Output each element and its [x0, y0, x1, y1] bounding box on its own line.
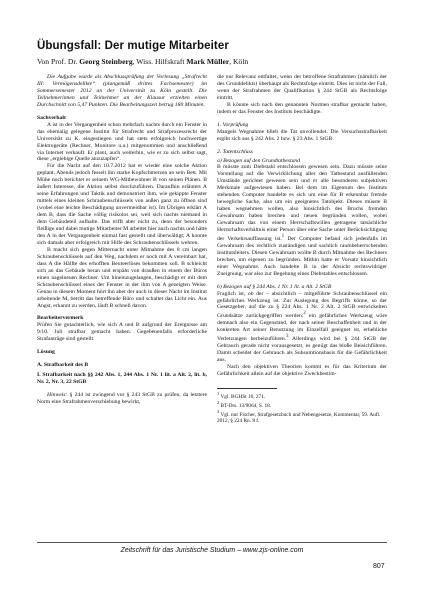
paragraph [217, 291, 387, 364]
paragraph-text: Der Computer befand sich jedenfalls im Gewahrsam des rechtlich zuständigen und sachlich raumbeherrschenden Institutsleiters. Diesen Gewahrsam wollte B durch Mitnahme des Rechners brechen, um eigenen zu begründen. Mithin hatte er Vorsatz hinsichtlich einer Wegnahme. Auch handelte B in der Absicht rechtswidriger Zueignung, war also zur Begehung eines Diebstahles entschlossen. [217, 235, 387, 277]
paragraph: B könnte sich nach den genannten Normen strafbar gemacht haben, indem er das Fenster des Instituts beschädigte. [217, 101, 387, 115]
hint-label: Hinweis: [47, 392, 68, 399]
heading-tatentschluss: 2. Tatentschluss [217, 148, 253, 155]
heading-grundtatbestand: a) Bezogen auf den Grundtatbestand [217, 157, 301, 164]
heading-section-a1: I. Strafbarkeit nach §§ 242 Abs. 1, 244 Abs. 1 Nr. 1 lit. a Alt. 2, lit. b, Nr. 2, Nr. 3, 22 StGB [37, 372, 207, 386]
footnote-ref: 1 [281, 234, 285, 240]
journal-footer: Zeitschrift für das Juristische Studium – www.zjs-online.com [120, 547, 304, 554]
footnote-2: $^2$ BT-Drs. 13/9064, S. 18. [217, 399, 272, 409]
heading-sachverhalt: Sachverhalt [37, 114, 66, 121]
paragraph: Mangels Wegnahme blieb die Tat unvollendet. Die Versuchsstrafbarkeit ergibt sich aus § 242 Abs. 2 bzw. § 23 Abs. 1 StGB. [217, 128, 387, 142]
paragraph: A ist in der Vergangenheit schon mehrfach nachts durch ein Fenster in das ehemalig gelegene Institut für Strafrecht und Strafprozessrecht der Universität zu K. eingestiegen und hat stets erfolgreich hochwertige Elektrogeräte (Rechner, Monitore u.a.) mitgenommen und anschließend via Internet verkauft. Er plant, auch weiterhin, wie er zu sich selbst sagt, diese „ergiebige Quelle anzuzapfen“. [37, 121, 207, 163]
footnote-3: $^3$ Vgl. nur Fischer, Strafgesetzbuch und Nebengesetze, Kommentar, 59. Aufl. 2012, § 224 Rn. 8 f. [217, 409, 381, 425]
paragraph: die nur Relevanz entfaltet, wenn der betroffene Strafrahmen (nämlich der des Grunddelikts) überhaupt als Rechtsfolge eintritt. Dies ist nicht der Fall, wenn der Strafrahmen der Qualifikation § 244 StGB als Rechtsfolge eintritt. [217, 74, 387, 101]
footnote-text: Vgl. BGHSt 16, 271. [220, 393, 266, 400]
footnote-divider [217, 388, 277, 389]
footnote-ref: 2 [303, 311, 306, 317]
paragraph-text: B müsste zum Diebstahl entschlossen gewesen sein. Dazu müsste seine Vorstellung auf die Verwirklichung aller den Tatbestand ausfüllenden Umstände gerichtet gewesen sein und er alle besonderen subjektiven Merkmale aufgewiesen haben. Bei dem im Eigentum des Instituts stehenden Computer handelte es sich um eine für B erkennbar fremde bewegliche Sache, also um ein geeignetes Tatobjekt. Dieses müsste B haben wegnehmen wollen, also hinsichtlich des Bruchs fremden Gewahrsam haben brechen und neuen begründen wollen, wobei Gewahrsam das von einem Herrschaftswillen getragene tatsächliche Herrschaftsverhältnis einer Person über eine Sache unter Berücksichtigung der Verkehrsauffassung ist. [217, 164, 387, 242]
hint-text: § 244 ist zwingend vor § 243 StGB zu prüfen, da letztere Norm eine Strafrahmenverschiebung bewirkt, [37, 392, 207, 406]
paragraph [217, 164, 387, 277]
paragraph: Prüfen Sie gutachterlich, wie sich A und B aufgrund der Ereignisse am 9/10. Juli strafbar gemacht haben. Gegebenenfalls erforderliche Strafanträge sind gestellt. [37, 322, 207, 343]
footnote-1: $^1$ Vgl. BGHSt 16, 271. [217, 390, 266, 400]
heading-qualifikation: b) Bezogen auf § 244 Abs. 1 Nr. 1 lit. a Alt. 2 StGB [217, 283, 332, 290]
intro-paragraph: Die Aufgabe wurde als Abschlussprüfung der Vorlesung „Strafrecht III: Vermögensdelikte“ (plangemäß drittes Fachsemester) im Sommersemester 2012 an der Universität zu Köln gestellt. Die Teilnehmerinnen und Teilnehmer an der Klausur erzielten einen Durchschnitt von 5,47 Punkten. Die Bearbeitungszeit betrug 180 Minuten. [37, 74, 207, 108]
paragraph: Nach den objektiven Theorien kommt es für das Kriterium der Gefährlichkeit allein auf die objektive Zweckbestim- [217, 363, 387, 377]
footer-divider [37, 542, 387, 543]
hint-paragraph [37, 392, 207, 406]
footnote-text: BT-Drs. 13/9064, S. 18. [220, 402, 272, 409]
article-title: Übungsfall: Der mutige Mitarbeiter [37, 40, 229, 52]
author-2: Mark Müller [186, 57, 230, 66]
authors-line [37, 57, 248, 66]
authors-mid: , Wiss. Hilfskraft [132, 57, 187, 66]
paragraph-text: ein gefährliches Werkzeug wäre demnach also ein Gegenstand, der nach seiner Beschaffenheit und in der konkreten Art seiner Benutzung im Einzelfall geeignet ist, erhebliche Verletzungen herbeizuführen. [217, 313, 387, 343]
paragraph: Für die Nacht auf den 10.7.2012 hat er wieder eine solche Aktion geplant. Abends jedoch fesselt ihn starke Kopfschmerzen an sein Bett. Mit Mühe noch berichtet er seinem WG-Mitbewohner B von seinen Plänen. B äußert Interesse, die Aktion selbst durchzuführen. Daraufhin erläutert A seine Erfahrungen und Taktik und demonstriert ihm, wie gekippte Fenster mittels eines kleinen Schraubenschlüssels von außen ganz zu öffnen sind (wobei eine leichte Beschädigung unvermeidbar ist). Im Übrigen erklärt A dem B, dass die Sache völlig risikolos sei, weil sich nachts niemand in dem Gebäudeteil aufhalte. Das trifft aber nicht zu, denn der besonders fleißige und dabei mutige Mitarbeiter M arbeitet hier auch nachts und hätte den A in der Vergangenheit einmal fast gestellt und überwältigt; A konnte sich damals aber erfolgreich mit Hilfe des Schraubenschlüssels wehren. [37, 163, 207, 246]
paragraph-text: Fraglich ist, ob der – absichtlich – mitgeführte Schraubenschlüssel ein gefährliches Werkzeug ist. Zur Auslegung des Begriffs könne, so der Gesetzgeber, auf die zu § 224 Abs. 1 Nr. 2 Alt. 2 StGB entwickelten Grundsätze zurückgegriffen werden; [217, 290, 387, 320]
right-column [217, 74, 387, 425]
page-number: 807 [373, 563, 385, 570]
footnote-ref: 3 [286, 334, 289, 340]
heading-vorpruefung: 1. Vorprüfung [217, 121, 249, 128]
heading-bearbeitervermerk: Bearbeitervermerk [37, 315, 84, 322]
paragraph-text: Allerdings wird bei § 244 StGB der Gebrauch gerade nicht vorausgesetzt, es genügt das bloße Beisichführen. Damit scheidet der Gebrauch als Subsumtionsbasis für die Gefährlichkeit aus. [217, 336, 387, 363]
footnote-text: Vgl. nur Fischer, Strafgesetzbuch und Nebengesetze, Kommentar, 59. Aufl. 2012, § 224 Rn. 8 f. [217, 411, 381, 425]
heading-loesung: Lösung [37, 349, 55, 356]
paragraph: B macht sich gegen Mitternacht unter Mitnahme des 8 cm langen Schraubenschlüssels auf den Weg, nachdem er noch mit A vereinbart hat, dass A die Hälfte des erhofften Beuteerlöses bekommen soll. B schleicht sich an das Gebäude heran und erspäht von draußen in einem der Büros einen nagelneuen Rechner. Um hineinzugelangen, beschädigt er mit dem Schraubenschlüssel eines der Fenster in der ihm von A gezeigten Weise. Genau in diesem Moment hört ihn aber der auch in dieser Nacht im Institut arbeitende M, betritt das betreffende Büro und schaltet das Licht ein. Aus Angst, erkannt zu werden, läuft B schnell davon. [37, 246, 207, 309]
authors-prefix: Von Prof. Dr. [37, 57, 80, 66]
authors-suffix: , Köln [229, 57, 249, 66]
heading-section-a: A. Strafbarkeit des B [37, 362, 89, 369]
left-column [37, 74, 207, 406]
author-1: Georg Steinberg [79, 57, 133, 66]
